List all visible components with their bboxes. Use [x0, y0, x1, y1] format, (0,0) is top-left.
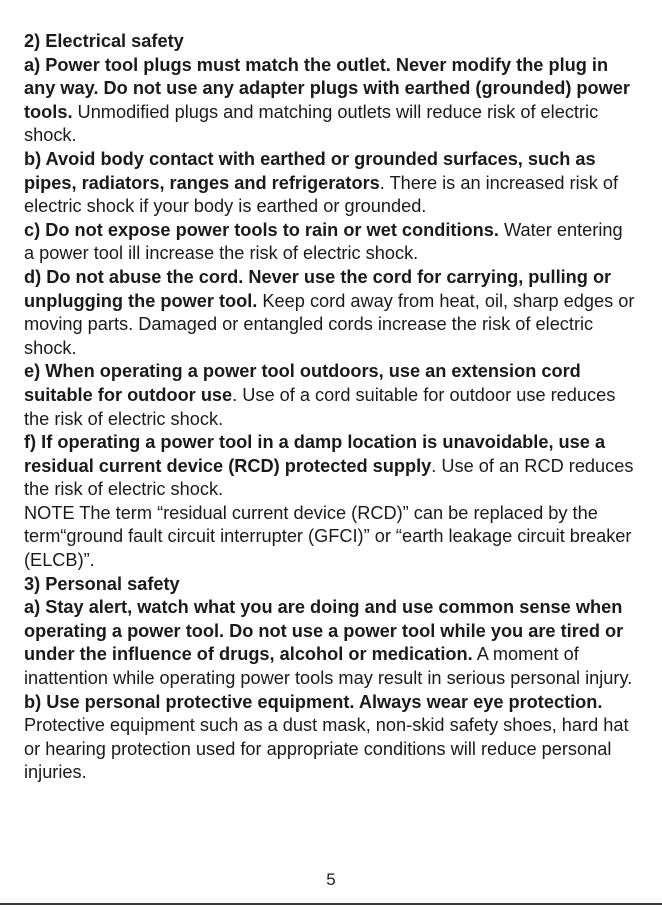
safety-item-a-plugs [24, 54, 636, 148]
safety-item-c-rain [24, 219, 636, 266]
safety-item-text: . There is an increased risk of electric shock if your body is earthed or grounded. [24, 172, 619, 217]
section-heading-electrical-safety: 2) Electrical safety [24, 31, 184, 51]
safety-item-text: Water entering a power tool ill increase the risk of electric shock. [24, 219, 623, 264]
manual-page-body [24, 30, 636, 785]
safety-item-f-damp-location [24, 431, 636, 502]
safety-item-text: Keep cord away from heat, oil, sharp edges or moving parts. Damaged or entangled cords increase the risk of electric shock. [24, 290, 635, 358]
bottom-divider [0, 903, 662, 905]
safety-item-bold: b) Avoid body contact with earthed or grounded surfaces, such as pipes, radiators, ranges and refrigerators [24, 148, 596, 193]
safety-item-d-cord [24, 266, 636, 360]
safety-item-bold: b) Use personal protective equipment. Always wear eye protection. [24, 691, 603, 712]
safety-item-text: Protective equipment such as a dust mask, non-skid safety shoes, hard hat or hearing protection used for appropriate conditions will reduce personal injuries. [24, 715, 629, 783]
safety-item-bold: f) If operating a power tool in a damp location is unavoidable, use a residual current device (RCD) protected supply [24, 432, 606, 476]
page-number: 5 [326, 870, 336, 889]
safety-item-text: Unmodified plugs and matching outlets will reduce risk of electric shock. [24, 101, 599, 146]
safety-item-text: . Use of a cord suitable for outdoor use reduces the risk of electric shock. [24, 384, 616, 429]
safety-item-a-stay-alert [24, 596, 636, 690]
safety-item-bold: a) Stay alert, watch what you are doing and use common sense when operating a power tool. Do not use a power tool while you are tired or under the influence of drugs, alcohol or medication. [24, 597, 624, 665]
safety-item-bold: c) Do not expose power tools to rain or wet conditions. [24, 219, 499, 240]
safety-item-text: . Use of an RCD reduces the risk of electric shock. [24, 455, 634, 500]
rcd-note: NOTE The term “residual current device (RCD)” can be replaced by the term“ground fault circuit interrupter (GFCI)” or “earth leakage circuit breaker (ELCB)”. [24, 502, 632, 571]
safety-item-bold: a) Power tool plugs must match the outlet. Never modify the plug in any way. Do not use any adapter plugs with earthed (grounded) power tools. [24, 54, 630, 122]
safety-item-text: A moment of inattention while operating power tools may result in serious personal injury. [24, 644, 633, 689]
safety-item-e-outdoors [24, 360, 636, 431]
safety-item-bold: e) When operating a power tool outdoors, use an extension cord suitable for outdoor use [24, 361, 581, 405]
safety-item-b-protective-equipment [24, 691, 636, 785]
section-heading-personal-safety: 3) Personal safety [24, 573, 180, 594]
safety-item-bold: d) Do not abuse the cord. Never use the cord for carrying, pulling or unplugging the power tool. [24, 266, 612, 311]
safety-item-b-body-contact [24, 148, 636, 219]
